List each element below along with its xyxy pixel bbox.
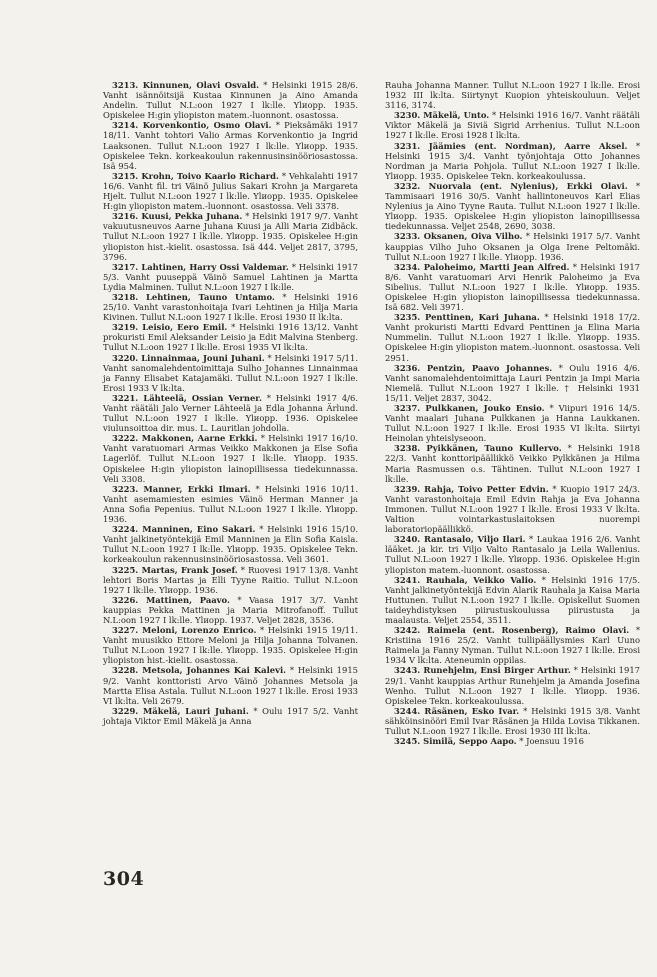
register-entry [103, 665, 358, 705]
entry-heading: 3228. Metsola, Johannes Kai Kalevi. [112, 665, 287, 676]
entry-body: * Helsinki 1916 25/10. Vanht varastonhoitaja Ivari Lehtinen ja Hilja Maria Kivinen. Tullut N.L:oon 1927 I lk:lle. Erosi 1930 II lk:lta. [103, 291, 358, 323]
entry-heading: 3216. Kuusi, Pekka Juhana. [112, 211, 243, 222]
entry-body: * Vehkalahti 1917 16/6. Vanht fil. tri Väinö Julius Sakari Krohn ja Margareta Hjelt. Tullut N.L:oon 1927 I lk:lle. Ylиopp. 1935. Opiskelee H:gin yliopiston matem.-luonnont. osastossa. Veli 3378. [103, 170, 358, 212]
entry-body: * Helsinki 1916 16/7. Vanht räätäli Viktor Mäkelä ja Siviä Sigrid Arrhenius. Tullut N.L:oon 1927 I lk:lle. Erosi 1928 I lk:lta. [385, 110, 640, 141]
entry-heading: 3237. Pulkkanen, Jouko Ensio. [394, 403, 545, 413]
register-entry [385, 736, 640, 746]
register-entry [385, 443, 640, 483]
entry-body: * Oulu 1916 4/6. Vanht sanomalehdentoimittaja Lauri Pentzin ja Impi Maria Niemelä. Tullut N.L:oon 1927 I lk:lle. † Helsinki 1931 15/11. Veljet 2837, 3042. [385, 362, 640, 403]
register-entry [103, 524, 358, 564]
entry-body: * Helsinki 1917 5/7. Vanht kauppias Vilho Juho Oksanen ja Olga Irene Peltomäki. Tullut N.L:oon 1927 I lk:lle. Ylиopp. 1936. [385, 231, 641, 262]
entry-heading: 3245. Similä, Seppo Aapo. [394, 736, 517, 747]
register-entry [385, 181, 640, 231]
register-entry [103, 706, 358, 726]
entry-body: * Helsinki 1915 9/2. Vanht konttoristi Arvo Väinö Johannes Metsola ja Martta Elisa Astala. Tullut N.L:oon 1927 I lk:lle. Erosi 1933 VI lk:lta. Veli 2679. [103, 665, 358, 706]
entry-heading: 3236. Pentzin, Paavo Johannes. [394, 362, 553, 373]
entry-heading: 3225. Martas, Frank Josef. [112, 564, 238, 575]
entry-body: * Helsinki 1917 9/7. Vanht vakuutusneuvos Aarne Juhana Kuusi ja Alli Maria Zidbäck. Tullut N.L:oon 1927 I lk:lle. Ylиopp. 1935. Opiskelee H:gin yliopiston hist.-kielit. osastossa. Isä 444. Veljet 2817, 3795, 3796. [103, 211, 358, 262]
register-entry [103, 393, 358, 433]
entry-heading: 3227. Meloni, Lorenzo Enrico. [112, 625, 257, 636]
entry-heading: 3217. Lahtinen, Harry Ossi Valdemar. [112, 261, 289, 272]
register-entry [103, 565, 358, 595]
register-entry [385, 534, 640, 574]
entry-body: * Helsinki 1917 8/6. Vanht varatuomari Arvi Henrik Paloheimo ja Eva Sibelius. Tullut N.L:oon 1927 I lk:lle. Ylиopp. 1935. Opiskelee H:gin yliopiston lainopillisessa tiedekunnassa. Isä 682. Veli 3971. [385, 261, 641, 313]
register-entry [103, 292, 358, 322]
register-entry [385, 110, 640, 140]
register-entry [103, 484, 358, 524]
register-entry [385, 262, 640, 312]
entry-heading: 3231. Jäämies (ent. Nordman), Aarre Aksel. [394, 140, 628, 151]
entry-body: * Kristiina 1916 25/2. Vanht tullipäällysmies Karl Uuno Raimela ja Fanny Nyman. Tullut N.L:oon 1927 I lk:lle. Erosi 1934 V lk:lta. Ateneumin oppilas. [385, 625, 640, 666]
register-entry [103, 433, 358, 483]
register-entry [103, 171, 358, 211]
entry-body: * Ruovesi 1917 13/8. Vanht lehtori Boris Martas ja Elli Tyyne Raitio. Tullut N.L:oon 1927 I lk:lle. Ylиopp. 1936. [103, 564, 358, 595]
entry-heading: 3215. Krohn, Toivo Kaarlo Richard. [112, 170, 279, 181]
entry-body: * Laukaa 1916 2/6. Vanht lääket. ja kir. tri Viljo Valto Rantasalo ja Leila Wallenius. Tullut N.L:oon 1927 I lk:lle. Ylиopp. 1936. Opiskelee H:gin yliopiston matem.-luonnont. osastossa. [385, 534, 640, 575]
entry-heading: 3229. Mäkelä, Lauri Juhani. [112, 705, 249, 716]
register-entry [385, 141, 640, 181]
entry-body: * Vaasa 1917 3/7. Vanht kauppias Pekka Mattinen ja Maria Mitrofanoff. Tullut N.L:oon 1927 I lk:lle. Ylиopp. 1937. Veljet 2828, 3536. [103, 594, 358, 625]
entry-body: Rauha Johanna Manner. Tullut N.L:oon 1927 I lk:lle. Erosi 1932 III lk:lta. Siirtynyt Kuopion yhteiskouluun. Veljet 3116, 3174. [385, 80, 640, 111]
entry-heading: 3226. Mattinen, Paavo. [112, 594, 230, 605]
entry-heading: 3243. Runehjelm, Ensi Birger Arthur. [394, 665, 571, 676]
entry-heading: 3241. Rauhala, Veikko Valio. [394, 574, 537, 585]
entry-body: * Helsinki 1916 13/12. Vanht prokuristi Emil Aleksander Leisio ja Edit Malvina Stenberg. Tullut N.L:oon 1927 I lk:lle. Erosi 1935 VI lk:lta. [103, 322, 358, 353]
register-entry [103, 353, 358, 393]
entry-heading: 3213. Kinnunen, Olavi Osvald. [112, 80, 260, 90]
right-column [385, 80, 640, 746]
entry-heading: 3214. Korvenkontio, Osmo Olavi. [112, 120, 272, 131]
entry-body: * Helsinki 1915 3/8. Vanht sähköinsinööri Emil Ivar Räsänen ja Hilda Lovisa Tikkanen. Tullut N.L:oon 1927 I lk:lle. Erosi 1930 III lk:lta. [385, 705, 640, 736]
register-entry [385, 665, 640, 705]
entry-heading: 3242. Raimela (ent. Rosenberg), Raimo Olavi. [394, 625, 630, 636]
entry-body: * Pieksämäki 1917 18/11. Vanht tohtori Valio Armas Korvenkontio ja Ingrid Laaksonen. Tullut N.L:oon 1927 I lk:lle. Ylиopp. 1935. Opiskelee Tekn. korkeakoulun rakennusinsinööriosastossa. Isä 954. [103, 120, 358, 171]
entry-heading: 3235. Penttinen, Kari Juhana. [394, 312, 540, 323]
entry-body: * Helsinki 1916 17/5. Vanht jalkinetyöntekijä Edvin Alarik Rauhala ja Kaisa Maria Huttunen. Tullut N.L:oon 1927 I lk:lle. Opiskellut Suomen taideyhdistyksen piirustuskoulussa piirustusta ja maalausta. Veljet 2554, 3511. [385, 574, 640, 625]
entry-body: * Viipuri 1916 14/5. Vanht maalari Juhana Pulkkanen ja Hanna Laukkanen. Tullut N.L:oon 1927 I lk:lle. Erosi 1935 VI lk:lta. Siirtyi Heinolan yhteislyseoon. [385, 403, 640, 444]
entry-body: * Helsinki 1917 4/6. Vanht räätäli Jalo Verner Lähteelä ja Edla Johanna Ärlund. Tullut N.L:oon 1927 I lk:lle. Ylиopp. 1936. Opiskelee viulunsoittoa dir. mus. L. Lauritlan johdolla. [103, 392, 358, 434]
entry-heading: 3218. Lehtinen, Tauno Untamo. [112, 291, 275, 302]
register-entry [385, 363, 640, 403]
register-entry [385, 312, 640, 362]
register-entry [385, 625, 640, 665]
left-column [103, 80, 358, 726]
register-entry [103, 211, 358, 261]
entry-heading: 3224. Manninen, Eino Sakari. [112, 524, 256, 535]
register-entry [385, 80, 640, 110]
entry-heading: 3230. Mäkelä, Unto. [394, 110, 490, 121]
entry-body: * Helsinki 1917 16/10. Vanht varatuomari Armas Veikko Makkonen ja Else Sofia Lagerlöf. Tullut N.L:oon 1927 I lk:lle. Ylиopp. 1935. Opiskelee H:gin yliopiston lainopillisessa tiedekunnassa. Veli 3308. [103, 433, 358, 484]
register-entry [385, 231, 640, 261]
entry-body: * Kuopio 1917 24/3. Vanht varastonhoitaja Emil Edvin Rahja ja Eva Johanna Immonen. Tullut N.L:oon 1927 I lk:lle. Erosi 1933 V lk:lta. Valtion vointarkastuslaitoksen nuorempi laboratoriopäällikkö. [385, 483, 640, 535]
entry-heading: 3238. Pyikkänen, Tauno Kullervo. [394, 443, 562, 454]
register-entry [385, 575, 640, 625]
entry-body: * Helsinki 1917 5/3. Vanht puuseppä Väinö Samuel Lahtinen ja Martta Lydia Malminen. Tullut N.L:oon 1927 I lk:lle. [103, 261, 358, 292]
register-entry [103, 80, 358, 120]
entry-body: * Oulu 1917 5/2. Vanht johtaja Viktor Emil Mäkelä ja Anna [103, 705, 358, 726]
entry-heading: 3221. Lähteelä, Ossian Verner. [112, 392, 262, 403]
page-number: 304 [103, 868, 145, 890]
entry-heading: 3239. Rahja, Toivo Petter Edvin. [394, 483, 549, 494]
register-entry [103, 120, 358, 170]
entry-heading: 3244. Räsänen, Esko Ivar. [394, 705, 520, 716]
register-entry [103, 262, 358, 292]
register-entry [385, 403, 640, 443]
entry-body: * Helsinki 1915 19/11. Vanht muusikko Ettore Meloni ja Hilja Johanna Tolvanen. Tullut N.L:oon 1927 I lk:lle. Ylиopp. 1935. Opiskelee H:gin yliopiston hist.-kielit. osastossa. [103, 625, 358, 666]
entry-body: * Helsinki 1916 10/11. Vanht asemamiesten esimies Väinö Herman Manner ja Anna Sofia Pepenius. Tullut N.L:oon 1927 I lk:lle. Ylиopp. 1936. [103, 483, 359, 525]
register-entry [385, 706, 640, 736]
entry-body: * Helsinki 1918 22/3. Vanht konttoripäällikkö Veikko Pylkkänen ja Hilma Maria Rasmussen o.s. Tähtinen. Tullut N.L:oon 1927 I lk:lle. [385, 443, 640, 484]
register-entry [103, 595, 358, 625]
entry-heading: 3240. Rantasalo, Viljo Ilari. [394, 534, 526, 545]
entry-heading: 3223. Manner, Erkki Ilmari. [112, 483, 251, 494]
entry-heading: 3233. Oksanen, Oiva Vilho. [394, 231, 523, 242]
entry-body: * Helsinki 1917 29/1. Vanht kauppias Arthur Runehjelm ja Amanda Josefina Wenho. Tullut N.L:oon 1927 I lk:lle. Ylиopp. 1936. Opiskelee Tekn. korkeakoulussa. [385, 665, 640, 706]
entry-heading: 3234. Paloheimo, Martti Jean Alfred. [394, 261, 570, 272]
register-entry [103, 322, 358, 352]
entry-body: * Tammisaari 1916 30/5. Vanht hallintoneuvos Karl Elias Nylenius ja Aino Tyyne Rauta. Tullut N.L:oon 1927 I lk:lle. Ylиopp. 1935. Opiskelee H:gin yliopiston lainopillisessa tiedekunnassa. Veljet 2548, 2690, 3038. [385, 180, 640, 232]
entry-heading: 3219. Leisio, Eero Emil. [112, 322, 228, 333]
entry-body: * Helsinki 1916 15/10. Vanht jalkinetyöntekijä Emil Manninen ja Elin Sofia Kaisla. Tullut N.L:oon 1927 I lk:lle. Ylиopp. 1935. Opiskelee Tekn. korkeakoulun rakennusinsinööriosastossa. Veli 3601. [103, 524, 359, 565]
entry-heading: 3222. Makkonen, Aarne Erkki. [112, 433, 258, 444]
entry-body: * Joensuu 1916 [519, 736, 584, 747]
register-entry [103, 625, 358, 665]
entry-body: * Helsinki 1915 28/6. Vanht isännöitsijä Kustaa Kinnunen ja Aino Amanda Andelin. Tullut N.L:oon 1927 I lk:lle. Ylиopp. 1935. Opiskelee H:gin yliopiston matem.-luonnont. osastossa. [103, 80, 358, 121]
entry-heading: 3220. Linnainmaa, Jouni Juhani. [112, 352, 265, 363]
entry-body: * Helsinki 1915 3/4. Vanht työnjohtaja Otto Johannes Nordman ja Maria Pohjola. Tullut N.L:oon 1927 I lk:lle. Ylиopp. 1935. Opiskelee Tekn. korkeakoulussa. [385, 140, 640, 181]
entry-body: * Helsinki 1917 5/11. Vanht sanomalehdentoimittaja Sulho Johannes Linnainmaa ja Fanny Elisabet Katajamäki. Tullut N.L:oon 1927 I lk:lle. Erosi 1933 V lk:lta. [103, 352, 358, 393]
register-entry [385, 484, 640, 534]
entry-heading: 3232. Nuorvala (ent. Nylenius), Erkki Olavi. [394, 180, 628, 191]
entry-body: * Helsinki 1918 17/2. Vanht prokuristi Martti Edvard Penttinen ja Elina Maria Nummelin. Tullut N.L:oon 1927 I lk:lle. Ylиopp. 1935. Opiskelee H:gin yliopiston matem.-luonnont. osastossa. Veli 2951. [385, 312, 640, 363]
